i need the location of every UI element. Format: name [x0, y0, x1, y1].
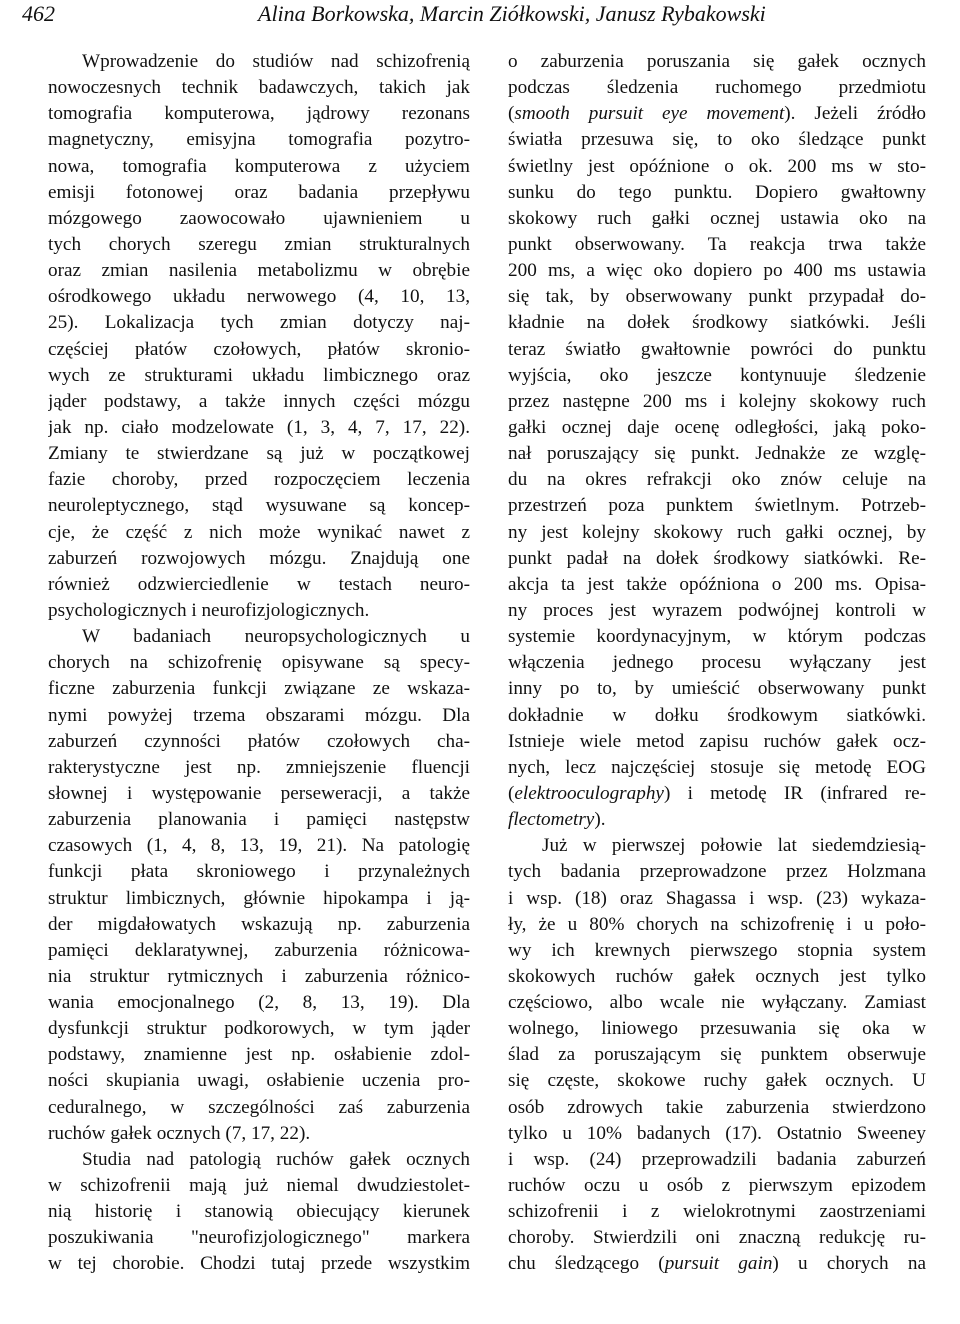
text-line: w tej chorobie. Chodzi tutaj przede wszystkim: [48, 1253, 470, 1275]
text-line: skokowych ruchów gałek ocznych jest tylko: [508, 965, 926, 987]
text-line: wolnego, liniowego przesuwania się oka w: [508, 1018, 926, 1040]
text-line: nią historię i stanowią obiecujący kierunek: [48, 1201, 470, 1223]
text-line: dysfunkcji struktur podkorowych, w tym jąder: [48, 1018, 470, 1040]
text-line: nowoczesnych technik badawczych, takich jak: [48, 77, 470, 99]
text-line: włączenia jednego procesu wyłączany jest: [508, 652, 926, 674]
text-line: 25). Lokalizacja tych zmian dotyczy naj-: [48, 312, 470, 334]
text-line: ny jest kolejny skokowy ruch gałki ocznej, by: [508, 521, 926, 543]
text-line: i wsp. (18) oraz Shagassa i wsp. (23) wykaza-: [508, 887, 926, 909]
right-text-column: [508, 49, 926, 1278]
text-line: oraz zmian nasilenia metabolizmu w obrębie: [48, 260, 470, 282]
text-line: świetlny jest opóźnione o ok. 200 ms w sto-: [508, 155, 926, 177]
page-number: 462: [22, 1, 55, 26]
text-line: punkt obserwowany. Ta reakcja trwa także: [508, 233, 926, 255]
text-line: W badaniach neuropsychologicznych u: [82, 626, 470, 648]
text-line: nał poruszający się punkt. Jednakże ze wzglę-: [508, 443, 926, 465]
text-line: zaburzenia planowania i pamięci następstw: [48, 809, 470, 831]
text-line: Wprowadzenie do studiów nad schizofrenią: [82, 51, 470, 72]
text-line: fazie choroby, przed rozpoczęciem leczenia: [48, 469, 470, 491]
text-line: chu śledzącego (pursuit gain) u chorych na: [508, 1253, 926, 1275]
text-line: czasowych (1, 4, 8, 13, 19, 21). Na patologię: [48, 835, 470, 857]
text-line: pamięci deklaratywnej, zaburzenia różnicowa-: [48, 939, 470, 961]
text-line: częściowo, albo wcale nie wyłączany. Zamiast: [508, 992, 926, 1014]
text-line: się częste, skokowe ruchy gałek ocznych. U: [508, 1070, 926, 1092]
page-header: [0, 0, 960, 40]
text-line: ny proces jest wyrazem podwójnej kontroli w: [508, 599, 926, 621]
text-line: struktur limbicznych, głównie hipokampa i ją-: [48, 887, 470, 909]
text-line: rakterystyczne jest np. zmniejszenie fluencji: [48, 756, 470, 778]
text-line: Zmiany te stwierdzane są już w początkowej: [48, 443, 470, 465]
text-line: emisji fotonowej oraz badania przepływu: [48, 181, 470, 203]
text-line: Już w pierwszej połowie lat siedemdziesią-: [542, 835, 926, 857]
text-line: neuroleptycznego, stąd wysuwane są koncep-: [48, 495, 470, 517]
text-line: tych badania przeprowadzone przez Holzmana: [508, 861, 926, 883]
text-line: Istnieje wiele metod zapisu ruchów gałek ocz-: [508, 730, 926, 752]
text-line: przestrzeń poza punktem świetlnym. Potrzeb-: [508, 495, 926, 517]
text-line: ślad za poruszającym się punktem obserwuje: [508, 1044, 926, 1066]
text-line: der migdałowatych wskazują np. zaburzenia: [48, 913, 470, 935]
text-line: nymi powyżej trzema obszarami mózgu. Dla: [48, 704, 470, 726]
text-line: psychologicznych i neurofizjologicznych.: [48, 599, 370, 621]
text-line: wyjścia, oko jeszcze kontynuuje śledzenie: [508, 364, 926, 386]
text-line: słownej i występowanie perseweracji, a także: [48, 782, 470, 804]
text-line: ły, że u 80% chorych na schizofrenię i u poło-: [508, 913, 926, 935]
text-line: choroby. Stwierdzili oni znaczną redukcję ru-: [508, 1227, 926, 1249]
text-line: gałki ocznej daje ocenę odległości, jaką poko-: [508, 416, 926, 438]
text-line: jak np. ciało modzelowate (1, 3, 4, 7, 17, 22).: [48, 416, 470, 438]
text-line: się tak, by obserwowany punkt przypadał do-: [508, 286, 926, 308]
text-line: podstawy, znamienne jest np. osłabienie zdol-: [48, 1044, 470, 1066]
text-line: schizofrenii i z wielokrotnymi zaostrzeniami: [508, 1201, 926, 1223]
text-line: skokowy ruch gałki ocznej ustawia oko na: [508, 207, 926, 229]
text-line: tylko u 10% badanych (17). Ostatnio Sweeney: [508, 1122, 926, 1144]
text-line: 200 ms, a więc oko dopiero po 400 ms ustawia: [508, 260, 926, 282]
text-line: wania emocjonalnego (2, 8, 13, 19). Dla: [48, 992, 470, 1014]
text-line: podczas śledzenia ruchomego przedmiotu: [508, 77, 926, 99]
running-head-authors: Alina Borkowska, Marcin Ziółkowski, Janusz Rybakowski: [258, 1, 766, 26]
text-line: magnetyczny, emisyjna tomografia pozytro-: [48, 129, 470, 151]
text-line: systemie koordynacyjnym, w którym podczas: [508, 626, 926, 648]
text-line: i wsp. (24) przeprowadzili badania zaburzeń: [508, 1148, 926, 1170]
text-line: (elektrooculography) i metodę IR (infrared re-: [508, 782, 926, 804]
text-line: flectometry).: [508, 809, 606, 831]
text-line: mózgowego zaowocowało ujawnieniem u: [48, 207, 470, 229]
text-line: przez następne 200 ms i kolejny skokowy ruch: [508, 390, 926, 412]
text-line: cje, że część z nich może wynikać nawet z: [48, 521, 470, 543]
text-line: częściej płatów czołowych, płatów skronio-: [48, 338, 470, 360]
text-line: ności skupiania uwagi, osłabienie uczenia pro-: [48, 1070, 470, 1092]
text-line: sunku do tego punktu. Dopiero gwałtowny: [508, 181, 926, 203]
text-line: światła przesuwa się, to oko śledzące punkt: [508, 129, 926, 151]
text-line: tych chorych szeregu zmian strukturalnych: [48, 233, 470, 255]
text-line: o zaburzenia poruszania się gałek ocznych: [508, 51, 926, 72]
text-line: inny po to, by umieścić obserwowany punkt: [508, 678, 926, 700]
text-line: nowa, tomografia komputerowa z użyciem: [48, 155, 470, 177]
text-line: teraz światło gwałtownie powróci do punktu: [508, 338, 926, 360]
text-line: jąder podstawy, a także innych części mózgu: [48, 390, 470, 412]
text-line: (smooth pursuit eye movement). Jeżeli źródło: [508, 103, 926, 125]
text-line: du na okres refrakcji oko znów celuje na: [508, 469, 926, 491]
text-line: zaburzeń czynności płatów czołowych cha-: [48, 730, 470, 752]
text-line: również odzwierciedlenie w testach neuro-: [48, 573, 470, 595]
text-line: w schizofrenii mają już niemal dwudziestolet-: [48, 1175, 470, 1197]
text-line: ceduralnego, w szczególności zaś zaburzenia: [48, 1096, 470, 1118]
text-line: dokładnie w dołku środkowym siatkówki.: [508, 704, 926, 726]
text-line: poszukiwania "neurofizjologicznego" markera: [48, 1227, 470, 1249]
text-line: ruchów oczu u osób z pierwszym epizodem: [508, 1175, 926, 1197]
text-line: ośrodkowego układu nerwowego (4, 10, 13,: [48, 286, 470, 308]
text-line: punkt padał na dołek środkowy siatkówki. Re-: [508, 547, 926, 569]
text-line: tomografia komputerowa, jądrowy rezonans: [48, 103, 470, 125]
text-line: akcja ta jest także opóźniona o 200 ms. Opisa-: [508, 573, 926, 595]
text-line: nych, lecz najczęściej stosuje się metodę EOG: [508, 756, 926, 778]
left-text-column: [48, 49, 470, 1278]
text-line: Studia nad patologią ruchów gałek ocznych: [82, 1148, 470, 1170]
text-line: wych ze strukturami układu limbicznego oraz: [48, 364, 470, 386]
text-line: kładnie na dołek środkowy siatkówki. Jeśli: [508, 312, 926, 334]
text-line: ficzne zaburzenia funkcji związane ze wskaza-: [48, 678, 470, 700]
text-line: zaburzeń rozwojowych mózgu. Znajdują one: [48, 547, 470, 569]
text-line: chorych na schizofrenię opisywane są specy-: [48, 652, 470, 674]
text-line: wy ich krewnych pierwszego stopnia system: [508, 939, 926, 961]
text-line: ruchów gałek ocznych (7, 17, 22).: [48, 1122, 311, 1144]
text-line: nia struktur rytmicznych i zaburzenia różnico-: [48, 965, 470, 987]
text-line: osób zdrowych takie zaburzenia stwierdzono: [508, 1096, 926, 1118]
text-line: funkcji płata skroniowego i przynależnych: [48, 861, 470, 883]
